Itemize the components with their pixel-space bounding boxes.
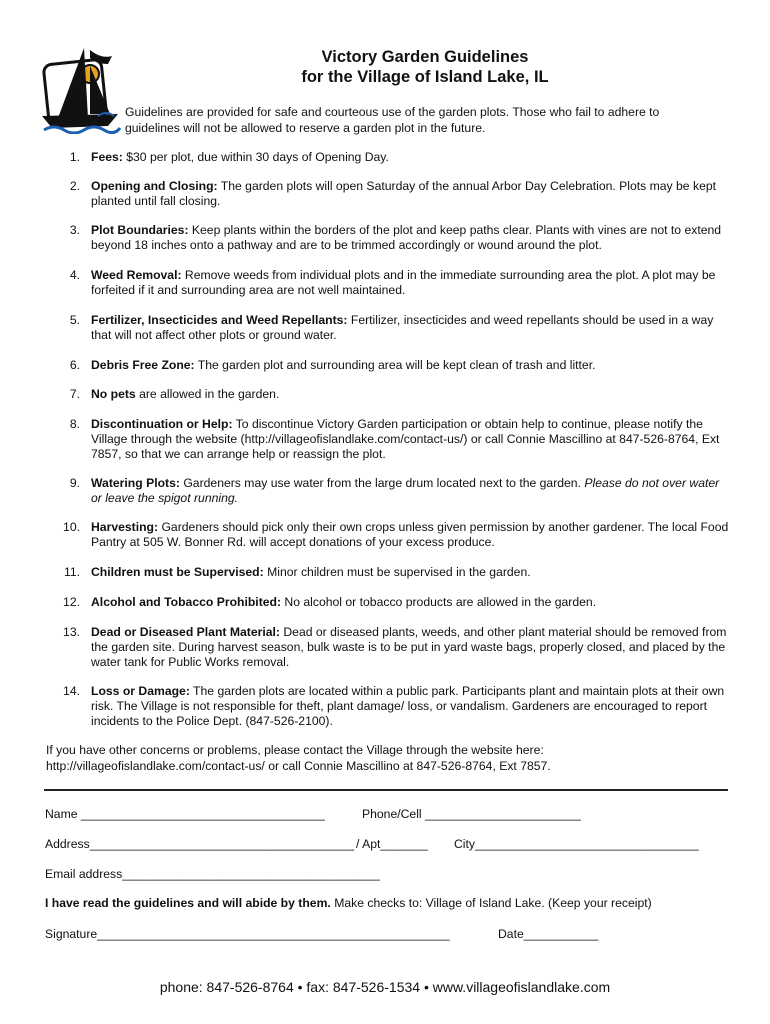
phone-field[interactable]: Phone/Cell _______________________ (362, 807, 581, 821)
address-field[interactable]: Address_______________________________________ (45, 837, 355, 851)
document-subtitle: for the Village of Island Lake, IL (301, 68, 549, 86)
footer-contact: phone: 847-526-8764 • fax: 847-526-1534 • www.villageofislandlake.com (159, 979, 611, 995)
document-title: Victory Garden Guidelines (321, 48, 529, 66)
signature-field[interactable]: Signature____________________________________________________ (45, 927, 450, 941)
village-logo (38, 44, 122, 134)
email-field[interactable]: Email address______________________________________ (45, 867, 380, 881)
name-field[interactable]: Name ____________________________________ (45, 807, 325, 821)
apt-field[interactable]: / Apt_______ (356, 837, 428, 851)
intro-paragraph: Guidelines are provided for safe and courteous use of the garden plots. Those who fail to adhere to guidelines will not be allowed to reserve a garden plot in the future. (125, 105, 660, 135)
date-field[interactable]: Date___________ (498, 927, 599, 941)
section-divider (44, 789, 728, 791)
contact-paragraph: If you have other concerns or problems, please contact the Village through the website here: http://villageofislandlake.com/contact-us/ or call Connie Mascillino at 847-526-8764, Ext 7857. (46, 743, 551, 773)
city-field[interactable]: City_________________________________ (454, 837, 699, 851)
acknowledgement: I have read the guidelines and will abide by them. Make checks to: Village of Island Lake. (Keep your receipt) (45, 896, 652, 910)
